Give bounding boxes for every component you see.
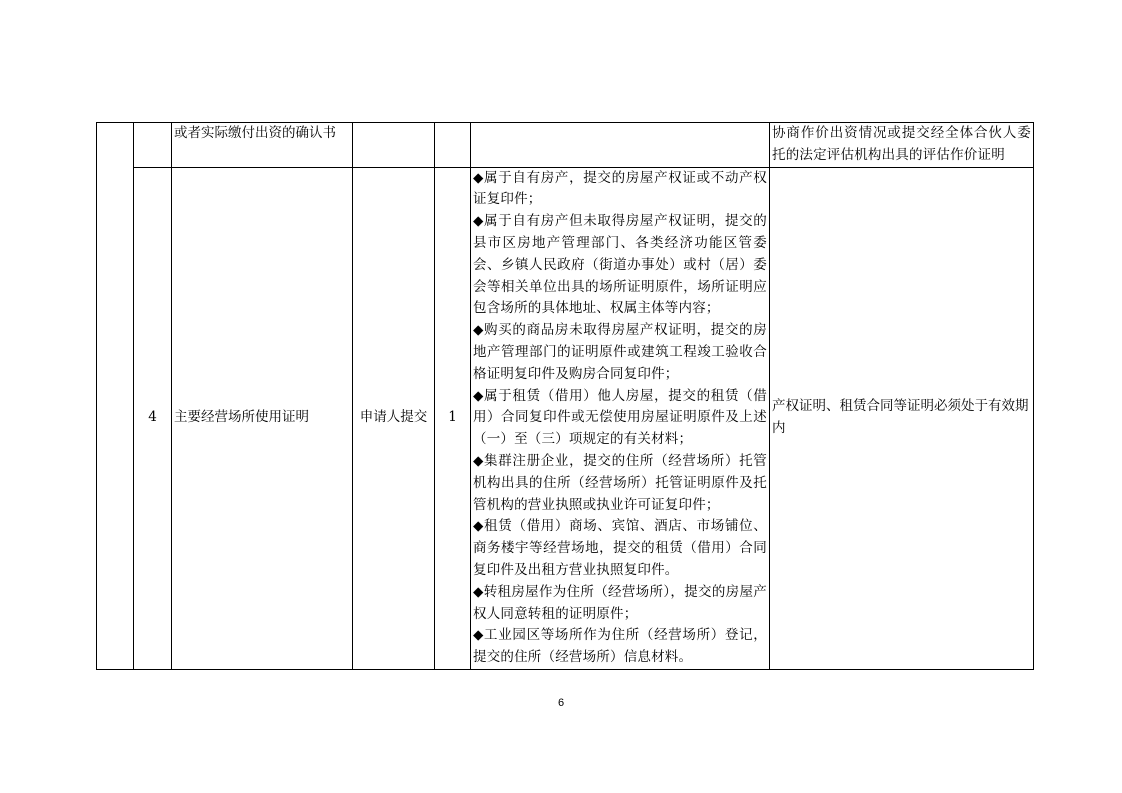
note-cell: 产权证明、租赁合同等证明必须处于有效期内 <box>770 167 1034 669</box>
table-row-continued <box>97 123 1034 168</box>
provider-cell <box>353 123 435 168</box>
requirement-item: ◆属于租赁（借用）他人房屋，提交的租赁（借用）合同复印件或无偿使用房屋证明原件及上述（一）至（三）项规定的有关材料； <box>473 387 767 448</box>
requirement-item: ◆租赁（借用）商场、宾馆、酒店、市场铺位、商务楼宇等经营场地，提交的租赁（借用）合同复印件及出租方营业执照复印件。 <box>473 518 767 578</box>
requirement-item: ◆购买的商品房未取得房屋产权证明，提交的房地产管理部门的证明原件或建筑工程竣工验收合格证明复印件及购房合同复印件； <box>473 322 767 382</box>
requirements-cell <box>471 167 770 669</box>
requirement-item: ◆转租房屋作为住所（经营场所），提交的房屋产权人同意转租的证明原件； <box>473 583 767 622</box>
document-name-cell: 主要经营场所使用证明 <box>172 167 353 669</box>
copies-cell: 1 <box>435 167 471 669</box>
document-name-cell: 或者实际缴付出资的确认书 <box>172 123 353 168</box>
requirement-item: ◆属于自有房产，提交的房屋产权证或不动产权证复印件； <box>473 169 767 208</box>
requirement-item: ◆集群注册企业，提交的住所（经营场所）托管机构出具的住所（经营场所）托管证明原件及托管机构的营业执照或执业许可证复印件； <box>473 452 767 513</box>
row-number-cell <box>134 123 172 168</box>
page-number: 6 <box>557 697 565 709</box>
requirements-table <box>96 122 1034 670</box>
note-cell: 协商作价出资情况或提交经全体合伙人委托的法定评估机构出具的评估作价证明 <box>770 123 1034 168</box>
table-row-4 <box>97 167 1034 669</box>
requirements-cell <box>471 123 770 168</box>
group-cell <box>97 123 134 670</box>
requirement-item: ◆属于自有房产但未取得房屋产权证明，提交的县市区房地产管理部门、各类经济功能区管委会、乡镇人民政府（街道办事处）或村（居）委会等相关单位出具的场所证明原件，场所证明应包含场所的具体地址、权属主体等内容； <box>473 213 767 317</box>
row-number-cell: 4 <box>134 167 172 669</box>
copies-cell <box>435 123 471 168</box>
provider-cell: 申请人提交 <box>353 167 435 669</box>
requirement-item: ◆工业园区等场所作为住所（经营场所）登记，提交的住所（经营场所）信息材料。 <box>473 627 767 666</box>
